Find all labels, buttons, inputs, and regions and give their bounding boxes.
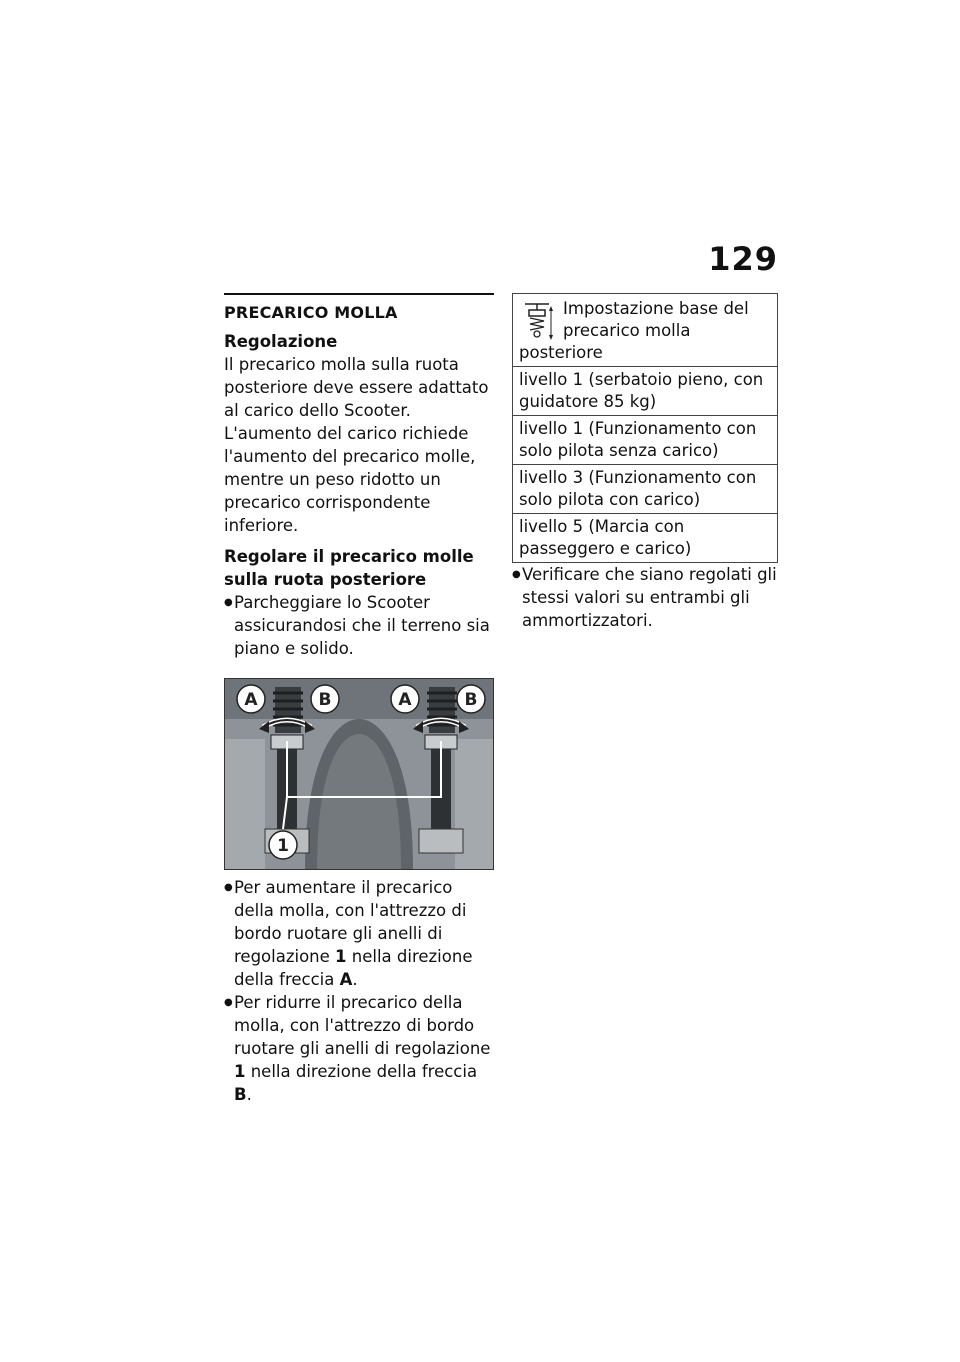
step-verify-both: ● Verificare che siano regolati gli stessi valori su entrambi gli ammortizzatori. [512,563,778,632]
step-increase-end: . [352,970,358,989]
table-cell-level-1-solo: livello 1 (Funzionamento con solo pilota senza carico) [513,416,778,465]
table-header-text: Impostazione base del precarico molla posteriore [519,299,749,362]
step-increase-preload [224,876,494,991]
shock-absorber-illustration [225,679,493,869]
intro-paragraph: Il precarico molla sulla ruota posteriore deve essere adattato al carico dello Scooter. L'aumento del carico richiede l'aumento del precarico molle, mentre un peso ridotto un precarico corrispondente inferiore. [224,355,489,535]
label-a-left: A [244,690,258,710]
label-b-left: B [318,690,332,710]
table-header-cell [513,294,778,367]
step-park-scooter: ● Parcheggiare lo Scooter assicurandosi che il terreno sia piano e solido. [224,591,494,660]
label-a-right: A [398,690,412,710]
ref-arrow-b: B [234,1085,247,1104]
table-cell-level-1-full: livello 1 (serbatoio pieno, con guidatore 85 kg) [513,367,778,416]
preload-settings-table [512,293,778,563]
right-column [512,293,778,632]
steps-list-1 [224,591,494,660]
left-column [224,293,494,1106]
steps-list-2 [224,876,494,1106]
ref-adjust-ring: 1 [234,1062,246,1081]
step-increase-text-2: nella direzione della freccia [234,947,473,989]
table-row [513,514,778,563]
table-header-row [513,294,778,367]
label-b-right: B [464,690,478,710]
table-cell-level-5: livello 5 (Marcia con passeggero e carico) [513,514,778,563]
step-reduce-text-1: Per ridurre il precarico della molla, con l'attrezzo di bordo ruotare gli anelli di regolazione [234,993,491,1058]
page-number: 129 [708,240,778,278]
step-reduce-end: . [246,1085,252,1104]
section-divider [224,293,494,295]
section-title: PRECARICO MOLLA [224,303,398,322]
spring-preload-icon [519,300,555,342]
table-row [513,367,778,416]
ref-arrow-a: A [339,970,353,989]
steps-list-3 [512,563,778,632]
table-row [513,416,778,465]
label-one: 1 [277,836,289,856]
table-row [513,465,778,514]
table-cell-level-3: livello 3 (Funzionamento con solo pilota con carico) [513,465,778,514]
step-reduce-text-2: nella direzione della freccia [245,1062,478,1081]
subheading-regolazione: Regolazione [224,332,338,351]
ref-adjust-ring: 1 [335,947,347,966]
subheading-regolare: Regolare il precarico molle sulla ruota posteriore [224,547,474,589]
step-increase-text-1: Per aumentare il precarico della molla, con l'attrezzo di bordo ruotare gli anelli di regolazione [234,878,467,966]
step-reduce-preload [224,991,494,1106]
shock-absorber-figure [224,678,494,870]
